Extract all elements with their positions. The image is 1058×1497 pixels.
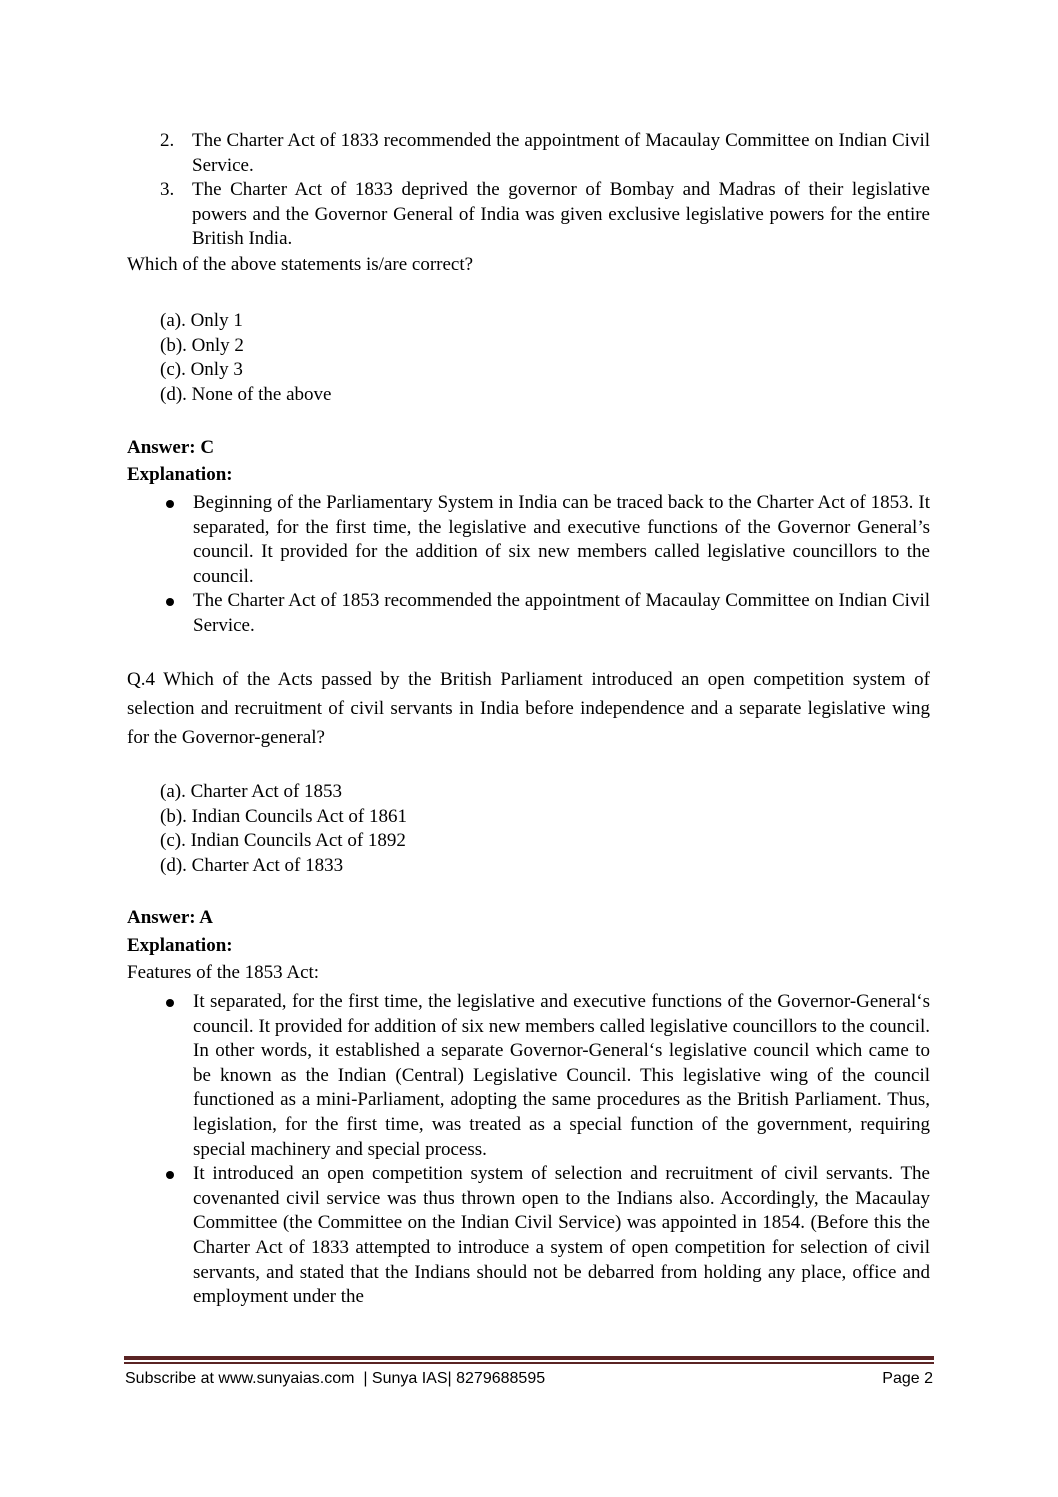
bullet-item: [162, 1162, 930, 1310]
bullet-icon: [166, 1171, 174, 1179]
q3-explanation-list: [162, 491, 930, 639]
statement-text: The Charter Act of 1833 recommended the appointment of Macaulay Committee on Indian Civil Service.: [192, 130, 930, 176]
footer-subscribe-text: Subscribe at www.sunyaias.com | Sunya IAS| 8279688595: [125, 1370, 546, 1387]
footer-divider-thin: [124, 1362, 934, 1364]
option-a: (a). Charter Act of 1853: [160, 781, 343, 802]
bullet-text: Beginning of the Parliamentary System in India can be traced back to the Charter Act of 1853. It separated, for the first time, the legislative and executive functions of the Governor General’s council. It provided for the addition of six new members called legislative councillors to the council.: [193, 492, 930, 587]
option-d: (d). None of the above: [160, 383, 332, 405]
q4-answer: Answer: A: [127, 907, 214, 928]
option-c: (c). Indian Councils Act of 1892: [160, 830, 406, 852]
statement-item: [160, 178, 930, 252]
q4-options: [160, 780, 407, 878]
q4-explanation-label: Explanation:: [127, 935, 233, 956]
q3-explanation-label: Explanation:: [127, 464, 233, 485]
bullet-item: [162, 990, 930, 1162]
q4-explanation-list: [162, 990, 930, 1310]
bullet-text: The Charter Act of 1853 recommended the appointment of Macaulay Committee on Indian Civil Service.: [193, 590, 930, 636]
q4-explanation-intro: Features of the 1853 Act:: [127, 962, 320, 983]
bullet-text: It separated, for the first time, the legislative and executive functions of the Governor-General‘s council. It provided for addition of six new members called legislative councillors to the council. In other words, it established a separate Governor-General‘s legislative council which came to be known as the Indian (Central) Legislative Council. This legislative wing of the council functioned as a mini-Parliament, adopting the same procedures as the British Parliament. Thus, legislation, for the first time, was treated as a special function of the government, requiring special machinery and special process.: [193, 991, 930, 1160]
q3-options: [160, 309, 331, 407]
bullet-icon: [166, 598, 174, 606]
bullet-icon: [166, 500, 174, 508]
statement-list: [160, 129, 930, 252]
q3-answer: Answer: C: [127, 437, 215, 458]
statement-number: 3.: [160, 179, 175, 201]
bullet-icon: [166, 999, 174, 1007]
bullet-item: [162, 491, 930, 589]
option-b: (b). Indian Councils Act of 1861: [160, 805, 407, 827]
page-footer: [125, 1367, 933, 1391]
footer-divider: [124, 1356, 934, 1360]
q4-question: Q.4 Which of the Acts passed by the British Parliament introduced an open competition system of selection and recruitment of civil servants in India before independence and a separate legislative wing for the Governor-general?: [127, 669, 930, 748]
option-b: (b). Only 2: [160, 334, 244, 356]
question-prompt: Which of the above statements is/are correct?: [127, 254, 474, 275]
bullet-item: [162, 589, 930, 638]
option-a: (a). Only 1: [160, 310, 243, 331]
statement-item: [160, 129, 930, 178]
bullet-text: It introduced an open competition system of selection and recruitment of civil servants. The covenanted civil service was thus thrown open to the Indians also. Accordingly, the Macaulay Committee (the Committee on the Indian Civil Service) was appointed in 1854. (Before this the Charter Act of 1833 attempted to introduce a system of open competition for selection of civil servants, and stated that the Indians should not be debarred from holding any place, office and employment under the: [193, 1163, 930, 1308]
statement-text: The Charter Act of 1833 deprived the governor of Bombay and Madras of their legislative powers and the Governor General of India was given exclusive legislative powers for the entire British India.: [192, 179, 930, 250]
page-number: Page 2: [882, 1370, 933, 1387]
option-c: (c). Only 3: [160, 359, 243, 381]
option-d: (d). Charter Act of 1833: [160, 854, 344, 876]
statement-number: 2.: [160, 130, 175, 151]
